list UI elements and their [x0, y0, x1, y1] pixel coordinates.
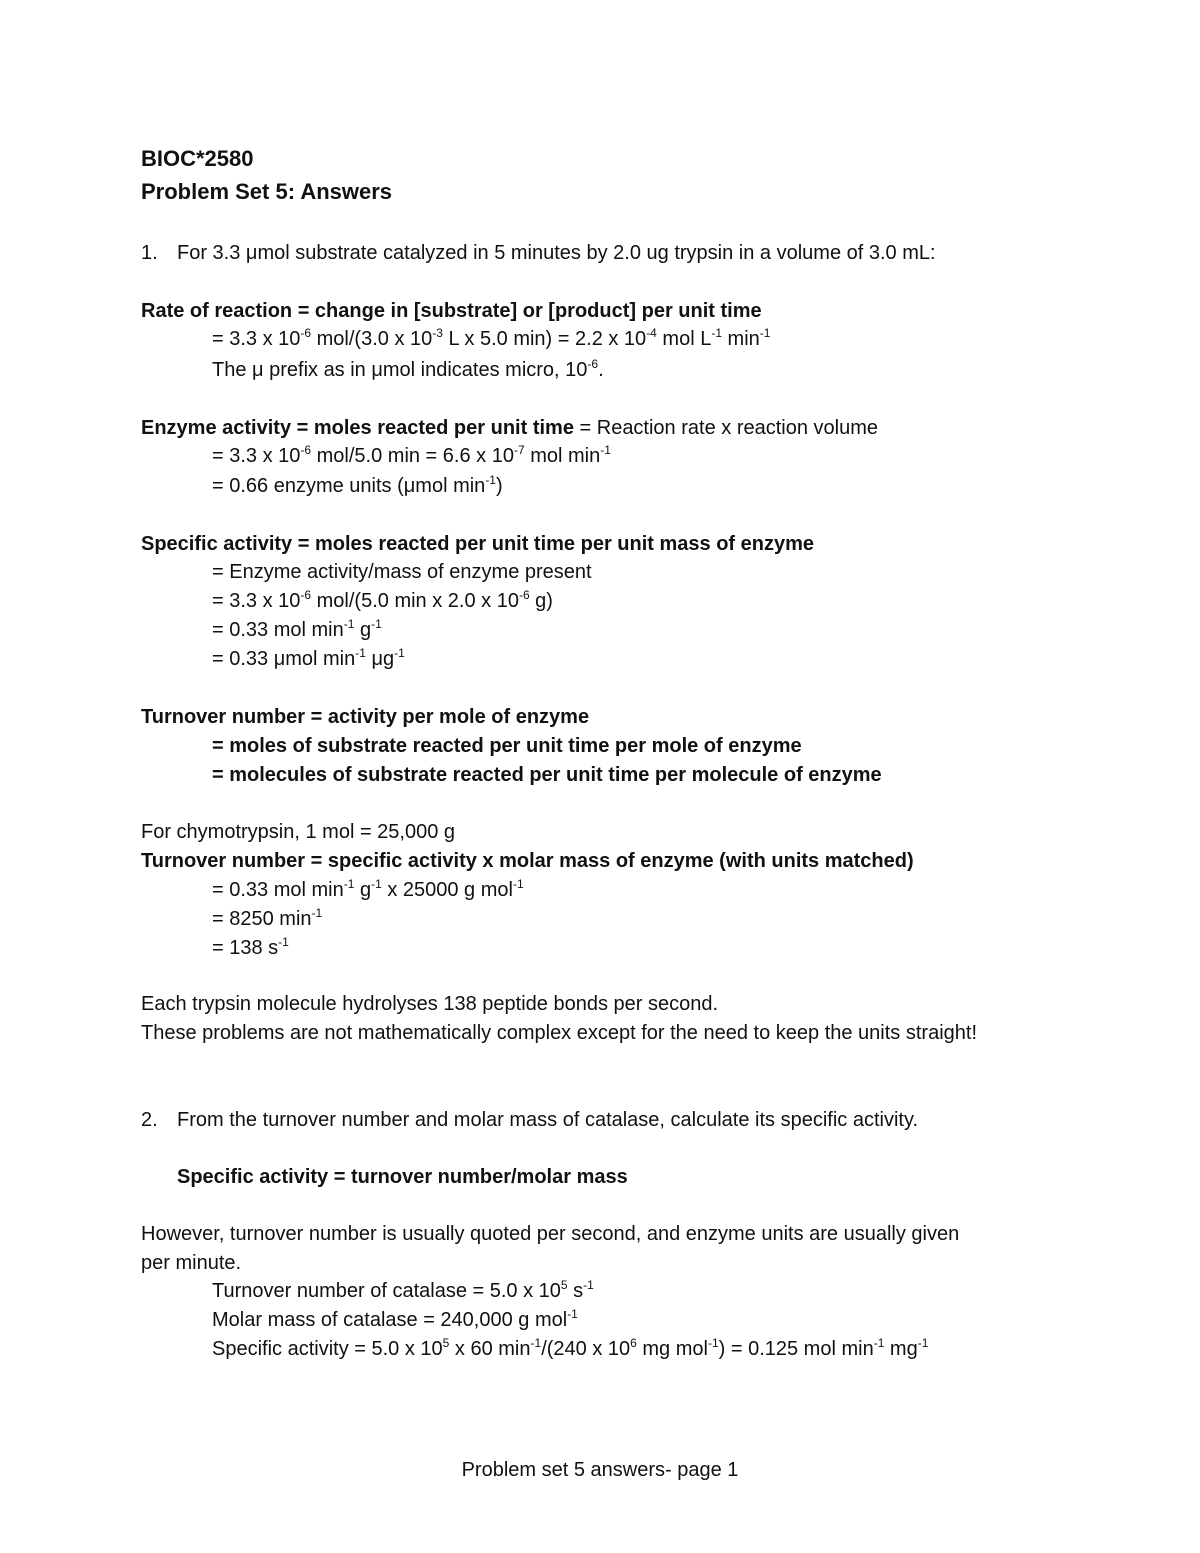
- turnover-per-second: = 138 $s^{-1}$: [212, 935, 289, 959]
- question-2-text: From the turnover number and molar mass of catalase, calculate its specific activity.: [177, 1109, 919, 1131]
- specific-activity-line-2: = 3.3 x $10^{-6}$ mol/(5.0 min x 2.0 x $10^{-6}$ g): [212, 588, 553, 612]
- catalase-specific-activity: Specific activity = 5.0 x $10^5$ x 60 $\min^{-1}/(240$ x $10^6$ mg mol$^{-1}$) = 0.125 mol $\min^{-1} mg^{-1}$: [212, 1336, 929, 1360]
- course-code: BIOC*2580: [141, 146, 254, 171]
- question-1-text: For 3.3 μmol substrate catalyzed in 5 minutes by 2.0 ug trypsin in a volume of 3.0 mL:: [177, 242, 936, 264]
- turnover-definition-line-2: = molecules of substrate reacted per unit time per molecule of enzyme: [212, 764, 882, 786]
- turnover-formula: Turnover number = specific activity x molar mass of enzyme (with units matched): [141, 850, 914, 872]
- catalase-formula: Specific activity = turnover number/molar mass: [177, 1166, 628, 1188]
- turnover-definition-line-1: = moles of substrate reacted per unit time per mole of enzyme: [212, 735, 802, 757]
- turnover-per-minute: = 8250 $\min^{-1}$: [212, 906, 323, 930]
- units-note-line-2: per minute.: [141, 1252, 242, 1274]
- turnover-definition: Turnover number = activity per mole of enzyme: [141, 706, 590, 728]
- conclusion-line-1: Each trypsin molecule hydrolyses 138 peptide bonds per second.: [141, 993, 719, 1015]
- micro-prefix-note: The μ prefix as in μmol indicates micro, $10^{-6}$.: [212, 357, 604, 381]
- page-title: Problem Set 5: Answers: [141, 179, 393, 204]
- page-footer: Problem set 5 answers- page 1: [461, 1459, 739, 1481]
- conclusion-line-2: These problems are not mathematically complex except for the need to keep the units straight!: [141, 1022, 977, 1044]
- catalase-turnover: Turnover number of catalase = 5.0 x $10^5$ $s^{-1}$: [212, 1278, 594, 1302]
- rate-calculation: = 3.3 x $10^{-6}$ mol/(3.0 x $10^{-3}$ L x 5.0 min) = 2.2 x $10^{-4}$ mol $L^{-1}$ $\min^{-1}$: [212, 326, 771, 350]
- enzyme-activity-calculation: = 3.3 x $10^{-6}$ mol/5.0 min = 6.6 x $10^{-7}$ mol $\min^{-1}$: [212, 443, 611, 467]
- specific-activity-definition: Specific activity = moles reacted per unit time per unit mass of enzyme: [141, 533, 815, 555]
- specific-activity-line-4: = 0.33 μmol $\min^{-1} \mu g^{-1}$: [212, 646, 405, 670]
- question-1-number: 1.: [141, 242, 158, 264]
- units-note-line-1: However, turnover number is usually quoted per second, and enzyme units are usually given: [141, 1223, 960, 1245]
- enzyme-activity-definition: Enzyme activity = moles reacted per unit time = Reaction rate x reaction volume: [141, 417, 878, 439]
- rate-definition: Rate of reaction = change in [substrate] or [product] per unit time: [141, 300, 762, 322]
- enzyme-units-line: = 0.66 enzyme units (μmol $\min^{-1}$): [212, 473, 503, 497]
- turnover-calculation: = 0.33 mol $\min^{-1} g^{-1}$ x 25000 g mol$^{-1}$: [212, 877, 524, 901]
- question-2-number: 2.: [141, 1109, 158, 1131]
- catalase-molar-mass: Molar mass of catalase = 240,000 g mol$^{-1}$: [212, 1307, 578, 1331]
- specific-activity-line-3: = 0.33 mol $\min^{-1} g^{-1}$: [212, 617, 382, 641]
- specific-activity-line-1: = Enzyme activity/mass of enzyme present: [212, 561, 592, 583]
- chymotrypsin-molar-mass: For chymotrypsin, 1 mol = 25,000 g: [141, 821, 456, 843]
